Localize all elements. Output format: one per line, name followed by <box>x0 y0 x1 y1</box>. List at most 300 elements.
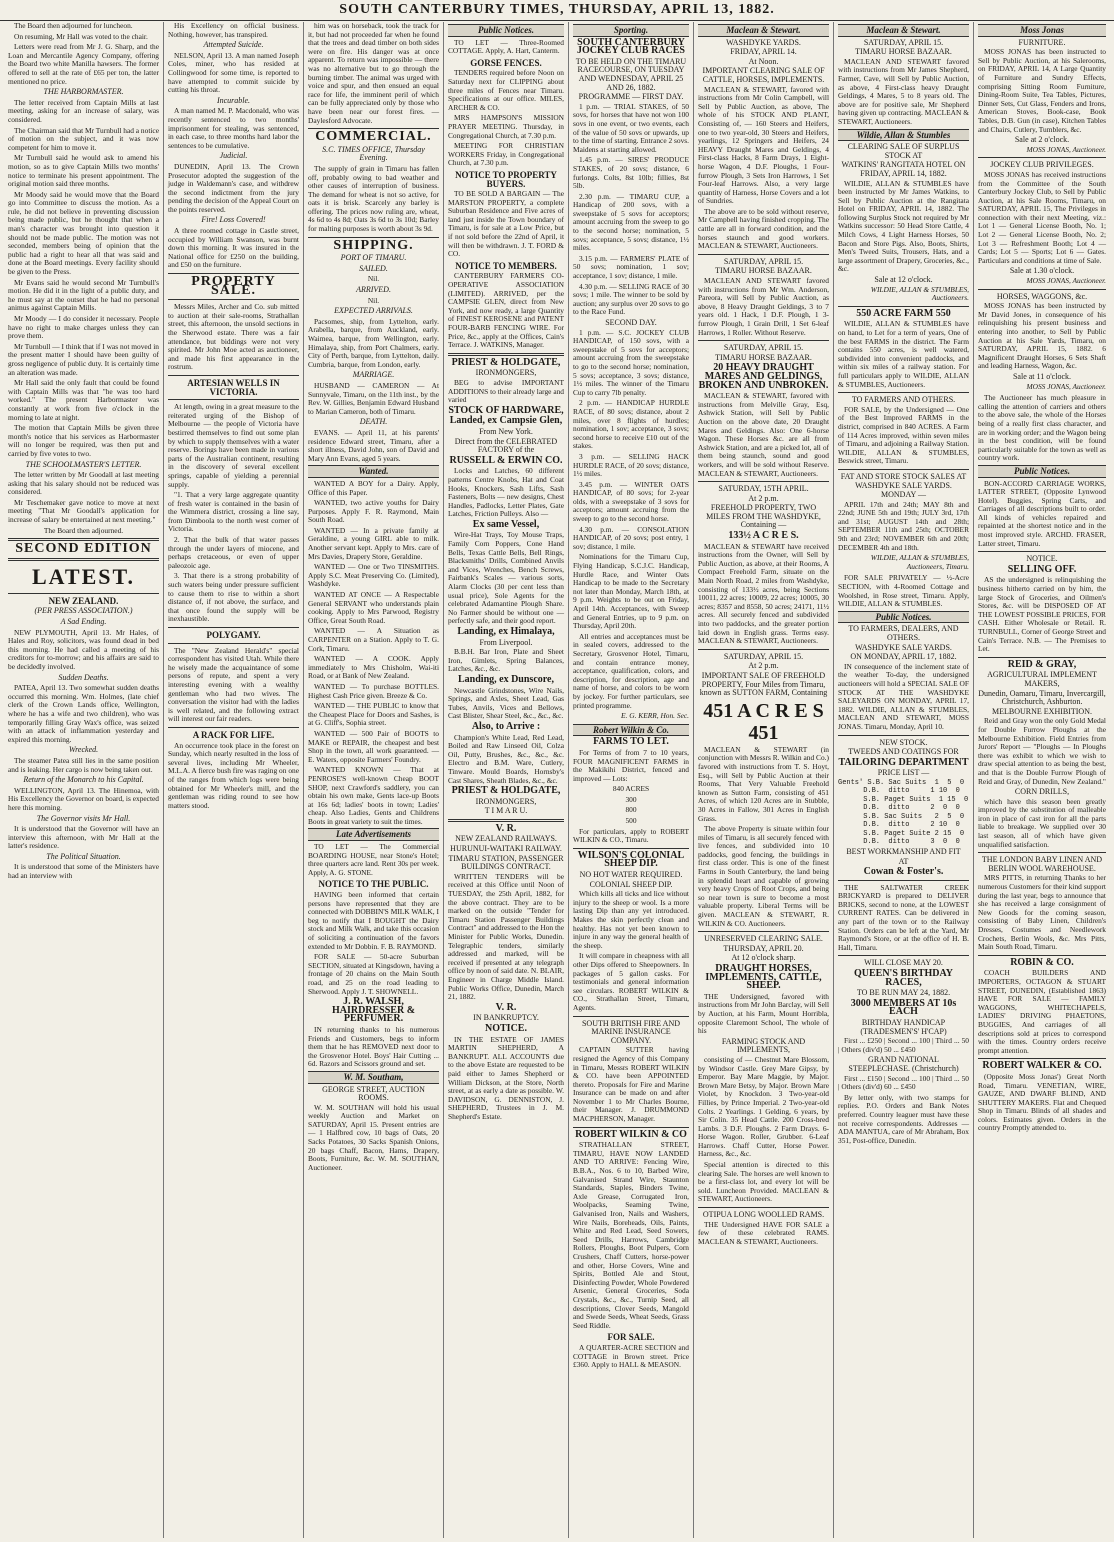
freehold-title: FREEHOLD PROPERTY, TWO MILES FROM THE WASHDYKE, Containing — <box>706 503 821 530</box>
unreserved-title: UNRESERVED CLEARING SALE. <box>704 934 823 944</box>
race-entry: 4.30 p.m. — CONSOLATION HANDICAP, of 20 sovs; post entry, 1 sov; distance, 1 mile. <box>573 524 689 551</box>
ad-paragraph: THE Undersigned, favored with instructions from Mr John Barclay, will Sell by Auction, at his Farm, Mount Horribla, opposite Claremont School, The whole of his <box>698 991 829 1036</box>
second-day-heading: SECOND DAY. <box>605 318 657 327</box>
divider <box>698 340 829 341</box>
ad-paragraph: Reid and Gray won the only Gold Medal for Double Furrow Ploughs at the Melbourne Exhibition. Field Entries from Jurors' Report — "Ploughs — In Ploughs there was exhibit to which we wish to draw special attention to as being the best, and that is the Double Furrow Plough of Reid and Gray, of Dunedin, New Zealand." <box>978 716 1106 786</box>
southam-subheading: GEORGE STREET, AUCTION ROOMS. <box>322 1084 425 1103</box>
vr-mark: V. R. <box>495 822 517 834</box>
article-paragraph: Mr Evans said he would second Mr Turnbull's motion. He did it in the light of a public duty, and he must say at the outset that he had no personal animus against Captain Mills. <box>8 277 159 313</box>
sale-time: Sale at 12 o'clock. <box>874 275 933 285</box>
divider <box>168 399 299 400</box>
divider <box>978 1058 1106 1059</box>
ad-paragraph: TENDERS required before Noon on Saturday next for CLIPPING about three miles of Fences near Timaru. Specifications at our office. MILES, ARCHER & CO. <box>448 68 564 112</box>
notice-heading: NOTICE. <box>1026 554 1058 564</box>
dealers-heading: TO FARMERS, DEALERS, AND OTHERS. <box>848 624 959 642</box>
acres-lot: 840 ACRES <box>612 784 650 794</box>
prize-list: First ... £250 | Second ... 100 | Third ... 50 | Others (div'd) 50 ... £450 <box>838 1036 969 1054</box>
auctioneer-signature: MOSS JONAS, Auctioneer. <box>1026 276 1106 286</box>
washdyke-yards: WASHDYKE SALE YARDS. <box>855 642 952 652</box>
ad-paragraph: MACLEAN AND STEWART favored with instructions from Mr James Shepherd, Farmer, Cave, will Sell by Public Auction, as above, 4 First-class heavy Draught Geldings, 4 Mares, 5 to 8 years old. The above are for positive sale, Mr Shepherd having given up contracting. MACLEAN & STEWART, Auctioneers. <box>838 56 969 126</box>
walsh-ad-title: J. R. WALSH, HAIRDRESSER & PERFUMER. <box>331 996 416 1025</box>
nz-heading: NEW ZEALAND. <box>48 595 119 606</box>
article-paragraph: An occurrence took place in the forest on Sunday, which nearly resulted in the loss of several lives, including Mr Wheeler, M.L.A. A fierce bush fire was raging on one of the ranges from which logs were being obtained for Mr Wheeler's mill, and the gentleman was riding round to see how matters stood. <box>168 740 299 810</box>
divider <box>168 643 299 644</box>
farmers-heading: TO FARMERS AND OTHERS. <box>851 395 956 405</box>
vr-mark: V. R. <box>495 1001 517 1013</box>
ironmongers-label: IRONMONGERS, <box>475 796 537 806</box>
column-5 <box>569 22 694 1538</box>
gorse-heading: GORSE FENCES. <box>470 57 542 68</box>
article-paragraph: WELLINGTON, April 13. The Hinemoa, with His Excellency the Governor on board, is expected here this morning. <box>8 785 159 812</box>
ex-himalaya: Landing, ex Himalaya, <box>457 626 555 637</box>
wilkin-title: ROBERT WILKIN & CO <box>575 1128 687 1140</box>
important-sale-title: IMPORTANT SALE OF FREEHOLD PROPERTY, Four Miles from Timaru, known as SUTTON FARM, Containing <box>699 670 828 698</box>
wanted-ad: WANTED KNOWN — That at PENROSE'S well-known Cheap BOOT SHOP, next Crawford's saddlery, you can obtain his own make, Gents lace-up Boots at 16s 6d; ladies' boots in town; Ladies' cheap. Also Ladies, Gents and Childrens Boots in great variety to suit the times. <box>308 765 439 826</box>
divider <box>573 1127 689 1128</box>
news-heading: Incurable. <box>216 95 251 105</box>
article-paragraph: Letters were read from Mr J. G. Sharp, and the Loan and Mercantile Agency Company, offering the Board two white Manilla hawsers. The former offered to sell at the rate of £65 per ton, the latter mentioned no price. <box>8 42 159 86</box>
ad-paragraph: WILDIE, ALLAN & STUMBLES have been instructed by Mr James Watkins, to Sell by Public Auction at the Rangitata Hotel on FRIDAY, APRIL 14, 1882. The following Surplus Stock not required by Mr Watkins successor: 50 Head Store Cattle, 4 Milch Cows, 4 Light Harness Horses, 50 Bacon and Store Pigs. Also, Boots, Shirts, Men's Tweed Suits, Trousers, Hats, and a large assortment of Drapery, Groceries, &c., &c. <box>838 178 969 274</box>
article-paragraph: The "New Zealand Herald's" special correspondent has visited Utah. While there he wisely made the acquaintance of some persons of repute, and spent a very interesting evening with a wealthy gentleman who had two wives. The conversation the visitor had with the ladies is well related, and the following extract will interest our fair readers. <box>168 645 299 724</box>
article-paragraph: Mr Teschemaker gave notice to move at next meeting "That Mr Goodall's application for increase of salary be entertained at next meeting." <box>8 497 159 525</box>
article-paragraph: NELSON, April 13. A man named Joseph Coles, miner, who has resided at Collingwood for some time, is reported to have attempted to commit suicide by cutting his throat. <box>168 50 299 95</box>
maclean-stewart-section: Maclean & Stewart. <box>838 24 969 37</box>
ad-paragraph: MRS PITTS, in returning Thanks to her numerous Customers for their kind support during the last year, begs to announce that she has received a large consignment of New Goods for the coming season, consisting of Baby Linen, Children's Dresses, Costumes and Needlework Crochets, Berlin Wools, &c. Mrs Pitts, Main South Road, Timaru. <box>978 873 1106 952</box>
melbourne-exhibition: MELBOURNE EXHIBITION. <box>992 706 1092 716</box>
divider <box>573 1016 689 1017</box>
acres-lot: 300 <box>625 794 637 804</box>
ironmongers-label: IRONMONGERS, <box>475 368 537 378</box>
divider <box>978 852 1106 853</box>
moss-jonas-section: Moss Jonas <box>978 24 1106 37</box>
ad-paragraph: FOR SALE, by the Undersigned — One of the Best Improved FARMS in the district, comprised in 840 ACRES. A Farm of 114 Acres improved, within seven miles of Timaru, and adjoining a Railway Station. WILDIE, ALLAN & STUMBLES, Beswick street, Timaru. <box>838 404 969 466</box>
sale-dates: APRIL 17th and 24th; MAY 8th and 22nd; JUNE 5th and 19th; JULY 3rd, 17th and 31st; AUGUST 14th and 28th; SEPTEMBER 11th and 25th; OCTOBER 9th and 23rd; NOVEMBER 6th and 20th; DECEMBER 4th and 18th. <box>838 499 969 552</box>
race-entry: 1 p.m. — TRIAL STAKES, of 50 sovs, for horses that have not won 100 sovs in one event, or two events, each of the value of 50 sovs or upwards, up to the time of starting. Entrance 2 sovs. Maidens at starting allowed. <box>573 101 689 154</box>
horse-bazaar: TIMARU HORSE BAZAAR. <box>715 266 812 276</box>
ad-paragraph: HAVING been informed that certain persons have represented that they are connected with DOBBIN'S MILK WALK, I beg to notify that I BOUGHT the Dairy stock and Milk Walk, and take this occasion of soliciting a continuation of the favors extended to Mr Dobbin. F. B. RAYMOND. <box>308 890 439 951</box>
article-paragraph: It is understood that the Governor will have an interview this afternoon, with Mr Hall at the latter's residence. <box>8 824 159 851</box>
farms-to-let-title: FARMS TO LET. <box>593 736 669 748</box>
sale-time: Sale at 2 o'clock. <box>1014 135 1070 145</box>
article-paragraph: Messrs Miles, Archer and Co. sub mitted to auction at their sale-rooms, Strathallan street, this afternoon, the unsold sections in the Sherwood estate. There was a fair attendance, but biddings were not very spirited. Mr John Moe acted as auctioneer, and made his first appearance in the rostrum. <box>168 302 299 372</box>
section-heading: THE SCHOOLMASTER'S LETTER. <box>25 459 142 469</box>
ad-paragraph: TO LET — The Commercial BOARDING HOUSE, near Stone's Hotel; three quarters acre land. Rent 30s per week. Apply, A. G. STONE. <box>308 842 439 877</box>
ad-paragraph: FOR SALE PRIVATELY — ½-Acre SECTION, with 4-Roomed Cottage and Woolshed, in Rose street, Timaru. Apply, WILDIE, ALLAN & STUMBLES. <box>838 573 969 609</box>
price-list-heading: PRICE LIST — <box>877 768 930 778</box>
race-entry: 3.15 p.m. — FARMERS' PLATE of 50 sovs; nomination, 1 sov; acceptance, 1 sov; distance, 1 mile. <box>573 253 689 281</box>
colonial-sheep-dip: COLONIAL SHEEP DIP. <box>589 879 673 889</box>
ex-same-vessel: Ex same Vessel, <box>472 518 540 530</box>
ad-paragraph: WRITTEN TENDERS will be received at this Office until Noon of TUESDAY, the 25th April, 1882, for the above contract. They are to be marked on the outside "Tender for Timaru Station Passenger Buildings Contract" and addressed to the Hon the Minister for Public Works, Dunedin. Telegraphic tenders, similarly addressed and marked, will be received if presented at any telegraph office by noon of said date. N. BLAIR, Engineer in Charge Middle Island. Public Works Office, Dunedin, March 21, 1882. <box>448 871 564 1002</box>
wanted-ad: WANTED AT ONCE — A Respectable General SERVANT who understands plain cooking. Apply to Mrs Parwood, Registry Office, Great South Road. <box>308 590 439 625</box>
wanted-ad: WANTED — A COOK. Apply immediately to Mrs Chisholm, Wai-iti Road, or at Bank of New Zealand. <box>308 654 439 681</box>
commercial-heading: COMMERCIAL. <box>315 129 432 145</box>
column-7 <box>834 22 974 1538</box>
ad-paragraph: TO LET — Three-Roomed COTTAGE. Apply, A. Hart, Canterm. <box>448 37 564 56</box>
places: Dunedin, Oamaru, Timaru, Invercargill, Christchurch, Ashburton. <box>978 688 1106 707</box>
article-paragraph: DUNEDIN, April 13. The Crown Prosecutor adopted the suggestion of the judge in Waldemann's case, and withdrew the second indictment from the jury pending the decision of the Appeal Court on the points reserved. <box>168 161 299 214</box>
sale-date: SATURDAY, APRIL 15. <box>723 651 804 661</box>
wanted-ad: WANTED, two active youths for Dairy Purposes. Apply F. R. Raymond, Main South Road. <box>308 498 439 525</box>
horse-bazaar: TIMARU HORSE BAZAAR. <box>855 47 952 57</box>
ad-paragraph: For particulars, apply to ROBERT WILKIN & CO., Timaru. <box>573 826 689 845</box>
timaru-label: T I M A R U. <box>484 806 528 816</box>
ad-paragraph: Locks and Latches, 60 different patterns Centre Knobs, Hat and Coat Hooks, Knockers, Sash Lifts, Sash Fasteners, Bolts — new designs, Chest Handles, Padlocks, Letter Plates, Gate Latches, Friction Pulleys. Also — <box>448 466 564 519</box>
ad-paragraph: THE Undersigned HAVE FOR SALE a few of these celebrated RAMS. MACLEAN & STEWART, Auctioneers. <box>698 1219 829 1246</box>
article-paragraph: HUSBAND — CAMERON — At Sunnyvale, Timaru, on the 11th inst., by the Rev. W. Gillies, Benjamin Edward Husband to Marian Cameron, both of Timaru. <box>308 380 439 416</box>
timaru-station: TIMARU STATION, PASSENGER BUILDINGS CONTRACT. <box>448 853 564 872</box>
wilkin-section: Robert Wilkin & Co. <box>573 724 689 737</box>
property-sale-heading: PROPERTY SALE. <box>191 274 276 298</box>
race-entry: 2 p.m. — HANDICAP HURDLE RACE, of 80 sovs; distance, about 2 miles, over 8 flights of hurdles; nomination, 1 sov; acceptance, 3 sovs; second horse to receive £10 out of the stakes. <box>573 398 689 451</box>
ad-paragraph: consisting of — Chestnut Mare Blossom, by Windsor Castle. Grey Mare Gipsy, by Emperor. Bay Mare Maggie, by Major. Brown Mare Betsy, by Major. Brown Mare Violet, by Knockdon. 3 Two-year-old Fillies, by Prince Imperial. 2 Two-year-old Colts. 2 Yearlings. 1 Gelding, 6 years, by Sir Colin. 35 Head Cattle. 200 Cross-bred Lambs. 3 D.F. Ploughs. 2 Farm Drays. 6-Horse Wagon. Roller, Grubber. 6-Leaf Harrows. Chaff Cutter, Horse Power. Harness, &c., &c. <box>698 1054 829 1159</box>
article-paragraph: Mr Turnbull — I think that if I was not moved in the present matter I should have been guilty of gross negligence of public duty. It is certainly time an alteration was made. <box>8 341 159 377</box>
sale-time: At 2 p.m. <box>748 661 779 671</box>
public-notices-section: Public Notices. <box>448 24 564 37</box>
race-entry: 1 p.m. — S.C. JOCKEY CLUB HANDICAP, of 150 sovs, with a sweepstake of 5 sovs for acceptors; amount accruing from the sweepstake to go to the second horse; nomination, 5 sovs; acceptance, 3 sovs; distance, 1½ miles. The winner of the Timaru Cup to carry 7lb penalty. <box>573 327 689 397</box>
sale-time: At 2 p.m. <box>748 493 779 503</box>
public-notices-section: Public Notices. <box>838 611 969 624</box>
divider <box>698 649 829 650</box>
sailed-value: Nil. <box>367 274 380 284</box>
article-paragraph: Mr Moody said he would move that the Board go into Committee to discuss the motion. As a rule, he did not believe in preventing discussion being made public, but he thought that when a man's character was brought into question it should not be made public. The motion was not seconded, members being of opinion that the public had a right to hear all that was said and done at the Board meetings. Every facility should be given to the Press. <box>8 189 159 277</box>
press-association: (PER PRESS ASSOCIATION.) <box>34 606 133 616</box>
ad-paragraph: For Terms of from 7 to 10 years, FOUR MAGNIFICENT FARMS in the Makikihi District, fenced and improved — Lots: <box>573 747 689 783</box>
news-heading: The Political Situation. <box>46 851 121 861</box>
tailoring-heading: TAILORING DEPARTMENT <box>838 756 969 768</box>
divider <box>573 848 689 849</box>
robin-co-title: ROBIN & CO. <box>1010 956 1074 968</box>
queens-birthday-title: QUEEN'S BIRTHDAY RACES, <box>853 968 954 988</box>
marriage-label: MARRIAGE. <box>352 370 395 380</box>
sale-time: At Noon. <box>748 56 779 66</box>
clearing-sale-title: CLEARING SALE OF SURPLUS STOCK AT <box>847 142 960 160</box>
wildie-section: Wildie, Allan & Stumbles <box>838 129 969 142</box>
hurunui-waitaki: HURUNUI-WAITAKI RAILWAY. <box>450 844 562 854</box>
article-paragraph: The letter written by Mr Goodall at last meeting asking that his salary should not be reduced was considered. <box>8 470 159 497</box>
grand-national: GRAND NATIONAL STEEPLECHASE. (Christchurch) <box>848 1055 959 1073</box>
ad-paragraph: MOSS JONAS has been instructed to Sell by Public Auction, at his Salerooms, on FRIDAY, APRIL 14, A Large Quantity of Furniture and Sundry Effects, comprising Sitting Room Furniture, Dining-Room Suite, Tea Tables, Pictures, Dinner Sets, Cut Glass, Fenders and Irons, American Stoves, Book-case, Book Tables, D.B. Gun (in case), Kitchen Tables and Chairs, Cutlery, Tumblers, &c. <box>978 47 1106 134</box>
programme-heading: PROGRAMME — FIRST DAY. <box>578 92 684 102</box>
notice-heading: NOTICE TO PROPERTY BUYERS. <box>455 169 557 189</box>
arrived-value: Nil. <box>367 295 380 305</box>
article-paragraph: Mr Turnbull said he would ask to amend his motion, so as to give Captain Mills two months' notice to terminate his present appointment. The original motion said three months. <box>8 153 159 189</box>
race-entry: 3.45 p.m. — WINTER OATS HANDICAP, of 80 sovs; for 2-year olds, with a sweepstake of 3 sovs for acceptors; amount accruing from the sweep to go to the second horse. <box>573 479 689 524</box>
ad-paragraph: MOSS JONAS has received instructions from the Committee of the South Canterbury Jockey Club, to Sell by Public Auction, at his Sale Rooms, Timaru, on SATURDAY, APRIL 15, The Privileges in connection with their next Meeting, viz.: Lot 1 — General License Booth, No. 1; Lot 2 — General License Booth, No. 2; Lot 3 — Refreshment Booth; Lot 4 — Cards; Lot 5 — Sports; Lot 6 — Gates. Particulars and conditions at time of Sale. <box>978 169 1106 265</box>
sale-date: SATURDAY, 15TH APRIL. <box>718 484 809 494</box>
race-entry: Nominations for the Timaru Cup, Flying Handicap, S.C.J.C. Handicap, Hurdle Race, and Winter Oats Handicap to be made to the Secretary not later than Monday, March 18th, at 9 p.m. Weights to be out on Friday, April 14th. Acceptances, with Sweep and General Entries, up to 9 p.m. on Thursday, April 20th. <box>573 552 689 631</box>
expected-label: EXPECTED ARRIVALS. <box>334 306 413 316</box>
ad-paragraph: FOR SALE — 50-acre Suburban SECTION, situated at Kingsdown, having a frontage of 20 chains on the Main South road, and 25 on the road leading to Sherwood. Apply J. T. SHOWNELL. <box>308 952 439 996</box>
ad-paragraph: MACLEAN & STEWART, favored with instructions from Melville Gray, Esq, Ashwick Station, will Sell by Public Auction on the above date, 20 Draught Mares and Geldings. Also: One 6-horse Wagon. These Horses &c. are all from Ashwick Station, and are a picked lot, all of them being staunch, sound and good workers, and will be sold without Reserve. MACLEAN & STEWART, Auctioneers. <box>698 391 829 478</box>
wanted-ad: WANTED — In a private family at Geraldine, a young GIRL able to milk. Another servant kept. Apply to Mrs. care of Mrs Davies, Drapery Store, Geraldine. <box>308 525 439 561</box>
south-british-title: SOUTH BRITISH FIRE AND MARINE INSURANCE COMPANY. <box>581 1018 680 1045</box>
wanted-section: Wanted. <box>308 465 439 478</box>
divider <box>698 1207 829 1208</box>
acres-133: 133½ A C R E S. <box>728 530 799 542</box>
sale-date: SATURDAY, APRIL 15. <box>723 343 804 353</box>
divider <box>698 481 829 482</box>
tweeds-heading: TWEEDS AND COATINGS FOR <box>848 747 959 757</box>
acres-lot: 800 <box>625 805 637 815</box>
sale-date: SATURDAY, APRIL 15. <box>863 37 944 47</box>
acres-451: 451 A C R E S 451 <box>703 699 824 744</box>
divider <box>448 819 564 822</box>
ad-paragraph: STRATHALLAN STREET, TIMARU, HAVE NOW LANDED AND TO ARRIVE: Fencing Wire, B.B.A., Nos. 6 to 10, Barbed Wire, Galvanised Strand Wire, Staunton Standards, Staples, Binders Twine, Axle Grease, Corrugated Iron, Woolpacks, Seaming Twine, Galvanised Iron, Nails and Washers, Wire Nails, Boreheads, Oils, Paints, White and Red Lead, Seed Sowers, Seed Drills, Harrows, Cambridge Rollers, Ploughs, Boot Pulpers, Corn Crushers, Chaff Cutters, horse-power and other, Horse Covers, Wine and Spirits, Bottled Ale and Stout, Disinfecting Powder, Whole Powdered Arsenic, General Groceries, Soda Crystals, &c., &c., Turnip Seed, all descriptions, Clover Seeds, Mangold and Swede Seeds, Wheat Seeds, Grass Seed Riddle. <box>573 1140 689 1330</box>
sale-time: Sale at 1.30 o'clock. <box>1009 266 1075 276</box>
reid-gray-title: REID & GRAY, <box>1007 658 1077 670</box>
ex-dunscore: Landing, ex Dunscore, <box>458 673 554 685</box>
notice-heading: NOTICE TO MEMBERS. <box>455 260 557 271</box>
rangitata-hotel: WATKINS' RANGITATA HOTEL ON FRIDAY, APRIL 14, 1882. <box>841 160 966 178</box>
column-2 <box>164 22 304 1538</box>
article-paragraph: On resuming, Mr Hall was voted to the chair. <box>14 31 148 41</box>
farm-550-title: 550 ACRE FARM 550 <box>856 307 951 319</box>
article-paragraph: His Excellency on official business. Nothing, however, has transpired. <box>168 22 299 39</box>
divider <box>838 469 969 470</box>
ad-paragraph: MEETING FOR CHRISTIAN WORKERS Friday, in Congregational Church, at 7.30 p.m. <box>448 141 564 168</box>
at-label: AT <box>898 856 909 866</box>
ad-paragraph: Wire-Hat Trays, Toy Mouse Traps, Family Corn Poppers, Cone Hand Bells, Texas Cattle Bells, Bell Rings, Blacksmiths' Drills, Combined Anvils and Vices, Wrenches, Bench Screws, Fairbank's Scales — various sorts, Alarm Clocks (30 per cent less than usual price), Sole Agents for the celebrated Adamantine Plough Share. No Farmer should be without one — perfectly safe, and their good report. <box>448 530 564 626</box>
divider <box>838 880 969 881</box>
ad-paragraph: BON-ACCORD CARRIAGE WORKS, LATTER STREET, (Opposite Lynwood Hotel). Buggies, Spring Carts, and Carriages of all descriptions built to order. All kinds of vehicles repaired and repainted at the shortest notice and in the most improved style. ARCHD. FRASER, Latter street, Timaru. <box>978 478 1106 548</box>
death-label: DEATH. <box>359 417 388 427</box>
column-6 <box>694 22 834 1538</box>
divider <box>698 931 829 932</box>
price-list: Gents' S.B. Sac Suits 1 5 0 D.B. ditto 1 10 0 S.B. Paget Suits 1 15 0 D.B. ditto 2 0 0 S.B. Sac Suits 2 5 0 D.B. ditto 2 10 0 S.B. Paget Suite 2 15 0 D.B. ditto 3 0 0 <box>838 778 969 847</box>
late-ads-section: Late Advertisements <box>308 828 439 841</box>
wanted-ad: WANTED A BOY for a Dairy. Apply, Office of this Paper. <box>308 478 439 497</box>
ad-paragraph: COACH BUILDERS AND IMPORTERS, OCTAGON & STUART STREET, DUNEDIN, (Established 1863) HAVE FOR SALE — FAMILY WAGGONS, WHITECHAPELS, LADIES' DRIVING PHAETONS, BUGGIES, And carriages of all descriptions sold at prices to correspond with the times. Country orders receive prompt attention. <box>978 968 1106 1055</box>
landed-heading: Landed, ex Campsie Glen, <box>449 415 563 427</box>
ad-paragraph: MACLEAN & STEWART (in conjunction with Messrs R. Wilkin and Co.) favored with instructions from T. S. Hoyt, Esq., will Sell by Public Auction at their Rooms, That Very Valuable Freehold known as Sutton Farm, consisting of 451 Acres, of which 120 Acres are in Stubble, 30 Acres in Fallow, 301 Acres in English Grass. <box>698 744 829 823</box>
will-close: WILL CLOSE MAY 20. <box>864 958 943 968</box>
race-entry: 2.30 p.m. — TIMARU CUP, a Handicap of 200 sovs, with a sweepstake of 5 sovs for acceptors; amount accruing from the sweep to go to the second horse; nomination, 5 sovs; acceptance, 5 sovs; distance, 1½ miles. <box>573 191 689 253</box>
divider <box>698 254 829 255</box>
article-paragraph: 3. That there is a strong probability of such waters being under pressure sufficient to cause them to rise to within a short distance of, if not above, the surface, and that once found the supply will be inexhaustible. <box>168 571 299 624</box>
news-heading: A Sad Ending. <box>60 617 107 627</box>
ad-paragraph: CAPTAIN SUTTER having resigned the Agency of this Company in Timaru, Messrs ROBERT WILKIN & CO. have been APPOINTED thereto. Proposals for Fire and Marine Insurance can be made on and after November 1 to Mr Charles Bourne, their Manager. J. DRUMMOND MACPHERSON, Manager. <box>573 1045 689 1124</box>
sheep-dip-title: WILSON'S COLONIAL SHEEP DIP. <box>577 849 685 870</box>
public-notices-section: Public Notices. <box>978 465 1106 478</box>
news-heading: Fire! Loss Covered! <box>201 215 266 225</box>
from-liverpool: From Liverpool. <box>479 637 533 647</box>
news-heading: Return of the Monarch to his Capital. <box>23 775 144 785</box>
divider <box>838 392 969 393</box>
notice-heading: NOTICE. <box>485 1022 527 1034</box>
notice-heading: NOTICE TO THE PUBLIC. <box>318 879 429 890</box>
wanted-ad: WANTED — A Situation as CARPENTER on a Station. Apply to T. G. Cork, Timaru. <box>308 626 439 653</box>
ad-paragraph: MOSS JONAS has been instructed by Mr David Jones, in consequence of his relinquishing his present business and entering into another, to Sell by Public Auction at his Sale Yards, Timaru, on SATURDAY, APRIL 15, 1882. 6 Magnificent Draught Horses, 6 Sets Shaft and leading Harness, Wagon, &c. <box>978 301 1106 371</box>
article-paragraph: At length, owing in a great measure to the reiterated urging of the Bishop of Melbourne — the people of Victoria have bestirred themselves to find out some plan by which to supply themselves with a water reserve. Borings have been made in various parts of the Australian continent, resulting in the discovery of several excellent springs, capable of yielding a perennial supply. <box>168 402 299 489</box>
wanted-ad: WANTED — One or Two TINSMITHS. Apply S.C. Meat Preserving Co. (Limited), Washdyke. <box>308 562 439 589</box>
sale-date: ON MONDAY, APRIL 17, 1882. <box>850 652 957 662</box>
ad-paragraph: which have this season been greatly improved by the substitution of malleable iron in place of cast iron for all the parts liable to breakage. We supplied over 30 last season, all of which have given unqualified satisfaction. <box>978 796 1106 849</box>
furniture-heading: FURNITURE. <box>1018 37 1066 47</box>
prize-list: First ... £150 | Second ... 100 | Third ... 50 | Others (div'd) 60 ... £450 <box>838 1073 969 1092</box>
ad-paragraph: The Auctioneer has much pleasure in calling the attention of carriers and others to the above sale, the whole of the Horses being of a really first class character, and are in working order; and the Wagon being in the best condition, will be found particularly suitable for the town as well as country work. <box>978 393 1106 463</box>
farming-stock-title: FARMING STOCK AND IMPLEMENTS, <box>721 1036 806 1055</box>
ad-paragraph: IN THE ESTATE OF JAMES MARTIN SHEPHERD, A BANKRUPT. ALL ACCOUNTS due to the above Estate are requested to be paid either to James Shepherd or William Dickson, at the Store, North street, at as early a date as possible. W. DAVIDSON, G. DENNISTON, J. SHEPHERD, Trustees in J. M. Shepherd's Estate. <box>448 1034 564 1121</box>
race-entry: 4.30 p.m. — SELLING RACE of 30 sovs; 1 mile. The winner to be sold by auction; any surplus over 20 sovs to go to the Race Fund. <box>573 281 689 317</box>
article-paragraph: Pacsomes, ship, from Lyttelton, early. Arabella, barque, from Auckland, early. Waimea, barque, from Wellington, early. Himalaya, ship, from Port Chalmers, early. City of Perth, barque, from Lyttelton, daily. Cumbria, barque, from London, early. <box>308 316 439 369</box>
no-hot-water: NO HOT WATER REQUIRED. <box>579 870 683 880</box>
article-paragraph: The Board then adjourned for luncheon. <box>14 22 133 30</box>
divider <box>168 299 299 300</box>
commercial-subheading: S.C. TIMES OFFICE, Thursday Evening. <box>322 144 425 163</box>
race-entry: All entries and acceptances must be in sealed covers, addressed to the Secretary, Grosvenor Hotel, Timaru, and contain entrance money, acceptance, qualification, colors, and description, for description, age and name of horse, and colors to be worn by jockey. For further particulars, see printed programme. <box>573 631 689 710</box>
cowan-foster: Cowan & Foster's. <box>863 866 944 878</box>
ad-paragraph: IN consequence of the inclement state of the weather To-day, the undersigned auctioneers will hold a SPECIAL SALE OF STOCK AT THE WASHDYKE SALEYARDS ON MONDAY, APRIL 17, 1882. WILDIE, ALLAN & STUMBLES, MACLEAN AND STEWART, MOSS JONAS. Timaru, Monday, April 10. <box>838 661 969 731</box>
section-heading: THE HARBORMASTER. <box>43 87 124 97</box>
jockey-club-races-title: SOUTH CANTERBURY JOCKEY CLUB RACES <box>577 36 685 57</box>
artesian-heading: ARTESIAN WELLS IN VICTORIA. <box>187 377 280 397</box>
ad-paragraph: Special attention is directed to this clearing Sale. The horses are well known to be a first-class lot, and every lot will be sold. Luncheon Provided. MACLEAN & STEWART, Auctioneers. <box>698 1160 829 1204</box>
monday-label: MONDAY — <box>881 490 926 500</box>
shipping-heading: SHIPPING. <box>333 237 414 253</box>
article-paragraph: Mr Hall said the only fault that could be found with Captain Mills was that "he was too hard worked." The present Harbormaster was constantly at work from five o'clock in the morning to late at night. <box>8 378 159 422</box>
ad-paragraph: IN returning thanks to his numerous Friends and Customers, begs to inform them that he has REMOVED next door to the Grosvenor Hotel. Boys' Hair Cutting ... 6d. Razors and Scissors ground and set. <box>308 1024 439 1069</box>
article-paragraph: him was on horseback, took the track for it, but had not proceeded far when he found that the trees and dead timber on both sides were on fire. His danger was at once apparent. To return was impossible — there was no alternative but to go through the burning timber. The animal was urged with voice and spur, and then ensued an equal race for life, the imminent peril of which can be fully appreciated only by those who have been near our forest fires. — Daylesford Advocate. <box>308 22 439 125</box>
divider <box>838 955 969 956</box>
article-paragraph: The motion that Captain Mills be given three month's notice that his services as Harbormaster will no longer be required, was then put and carried by five votes to two. <box>8 423 159 458</box>
otipua-title: OTIPUA LONG WOOLLED RAMS. <box>702 1210 825 1220</box>
selling-off-heading: SELLING OFF. <box>1007 563 1077 575</box>
news-heading: Attempted Suicide. <box>203 40 264 50</box>
wanted-ad: WANTED — To purchase BOTTLES. Highest Cash Price given. Breeze & Co. <box>308 681 439 700</box>
ad-paragraph: TO BE SOLD A BARGAIN — The MARSTON PROPERTY, a complete Suburban Residence and Five acres of land just inside the Town boundary of Timaru, is for sale at a Low Price, but if not sold before the 22nd of April, it will then be withdrawn. J. T. FORD & CO. <box>448 189 564 259</box>
priest-holdgate-title: PRIEST & HOLDGATE, <box>451 785 561 797</box>
column-1 <box>4 22 164 1538</box>
sailed-label: SAILED. <box>359 263 388 273</box>
horse-bazaar: TIMARU HORSE BAZAAR. <box>715 352 812 362</box>
ad-paragraph: MRS HAMPSON'S MISSION PRAYER MEETING. Thursday, in Congregational Church, at 7.30 p.m. <box>448 113 564 140</box>
divider <box>978 157 1106 158</box>
divider <box>978 289 1106 290</box>
ad-paragraph: THE SALTWATER CREEK BRICKYARD is prepared to DELIVER BRICKS, second to none, at the LOWEST CURRENT RATES. Can be delivered in any part of the town or to the Railway Station. Orders can be left at the Yard, Mr Raymond's Store, or at the office of H. B. Hall, Timaru. <box>838 882 969 952</box>
rack-heading: A RACK FOR LIFE. <box>192 729 275 740</box>
sale-date: FRIDAY, APRIL 14. <box>730 47 797 57</box>
article-paragraph: PATEA, April 13. Two somewhat sudden deaths occurred this morning. Wm. Holmes, (late chief clerk of the Crown Lands office, Wellington, where he has a wife and two children), who was temporarily filling Gray Wax's office, was seized with an attack of inflammation yesterday and expired this morning. <box>8 683 159 744</box>
divider <box>168 375 299 376</box>
ad-paragraph: Which kills all ticks and lice without injury to the sheep or wool. Is a more lasting Dip than any yet introduced. Makes the skin perfectly clean and healthy. Has not yet been known to injure in any way the general health of the sheep. <box>573 889 689 950</box>
article-paragraph: The supply of grain in Timaru has fallen off, probably owing to bad weather and other causes of interruption of business. The demand for wheat is not so active, for oats it is brisk. Scarcely any barley is offering. The prices now ruling are, wheat, 4s 6d to 4s 8d; Oats 3s 6d to 3s 10d; Barley for malting purposes is worth about 3s 9d. <box>308 163 439 234</box>
article-paragraph: A man named M. P. Macdonald, who was recently sentenced to two months' imprisonment for stealing, was sentenced, in each case, to three months hard labor the sentences to be cumulative. <box>168 106 299 150</box>
ad-paragraph: (Opposite Moss Jonas') Great North Road, Timaru. VENETIAN, WIRE, GAUZE, AND DWARF BLIND, AND SHUTTERY MAKERS. Flat and Chequed Shop in Timaru. Blinds of all shades and colors. Estimates given. Orders in the country Promptly attended to. <box>978 1071 1106 1133</box>
sale-time: Sale at 11 o'clock. <box>1012 371 1071 381</box>
race-entry: 3 p.m. — SELLING HACK HURDLE RACE, of 20 sovs; distance, 1½ miles. <box>573 451 689 479</box>
members-heading: 3000 MEMBERS AT 10s EACH <box>850 997 957 1018</box>
columns <box>4 22 1110 1538</box>
ad-paragraph: W. M. SOUTHAN will hold his usual weekly Auction and Market on SATURDAY, April 15. Present entries are — 1 Halfbred cow, 10 bags of Oats, 20 Sacks Potatoes, 30 Sacks Spanish Onions, 20 bags Chaff, Bacon, Hams, Drapery, Boots, Furniture, &c. W. M. SOUTHAN, Auctioneer. <box>308 1102 439 1172</box>
ad-paragraph: CANTERBURY FARMERS CO-OPERATIVE ASSOCIATION (LIMITED). ARRIVED, per the CAMPSIE GLEN, direct from New York, and now ready, a large Quantity of FINEST KEROSENE and PATENT FOUR-BARB FENCING WIRE. For Price, &c., apply at the Offices, Cain's Terrace. J. WATKINS, Manager. <box>448 271 564 350</box>
auctioneer-signature: WILDIE, ALLAN & STUMBLES, Auctioneers. <box>870 284 969 303</box>
southam-section: W. M. Southam, <box>308 1071 439 1084</box>
ad-paragraph: AS the undersigned is relinquishing the business hitherto carried on by him, the large Stock of Groceries, and Oilmen's Stores, &c. will be DISPOSED OF AT THE LOWEST POSSIBLE PRICES, FOR CASH. Either Wholesale or Retail. R. TURNBULL, Corner of George Street and Cain's Terrace. N.B. — The Premises to Let. <box>978 575 1106 654</box>
ad-paragraph: The above Property is situate within four miles of Timaru, is all securely fenced with live fences, and subdivided into 10 paddocks, good fencing, the buildings in first class order. This is one of the finest Farms in South Canterbury, the land being in splendid heart and capable of growing very heavy Crops of Root Crops, and being so near town is sure to become a most valuable property. Liberal Terms will be given. MACLEAN & STEWART, R. WILKIN & CO. Auctioneers. <box>698 824 829 928</box>
priest-holdgate-title: PRIEST & HOLDGATE, <box>451 356 561 368</box>
fat-store-title: FAT AND STORE STOCK SALES AT WASHDYKE SALE YARDS. <box>840 471 967 490</box>
walker-co-title: ROBERT WALKER & CO. <box>982 1060 1102 1072</box>
news-heading: Judicial. <box>219 151 248 161</box>
port-heading: PORT OF TIMARU. <box>340 253 407 263</box>
acres-lot: 500 <box>625 816 637 826</box>
implement-makers: AGRICULTURAL IMPLEMENT MAKERS, <box>987 670 1097 688</box>
article-paragraph: The Chairman said that Mr Turnbull had a notice of motion on the subject, and it was now competent for him to move it. <box>8 125 159 152</box>
ad-paragraph: Champion's White Lead, Red Lead, Boiled and Raw Linseed Oil, Colza Oil, Putty, Brushes, &c., &c., &c. Electro and B.M. Ware, Cutlery, Tinware. Mould Boards, Hornsby's Cast Shares, Sheath Blades, &c., &c. <box>448 732 564 785</box>
auctioneer-signature: MOSS JONAS, Auctioneer. <box>1026 381 1106 391</box>
sale-time: At 12 o'clock sharp. <box>731 953 796 963</box>
bankruptcy-label: IN BANKRUPTCY. <box>473 1013 539 1023</box>
from-new-york: From New York. <box>479 426 533 436</box>
news-heading: Sudden Deaths. <box>58 672 109 682</box>
article-paragraph: Mr Moody — I do consider it necessary. People have no right to make charges unless they can prove them. <box>8 314 159 341</box>
divider <box>448 353 564 356</box>
auctioneer-signature: MOSS JONAS, Auctioneer. <box>1026 144 1106 154</box>
direct-label: Direct from the CELEBRATED FACTORY of the <box>454 436 558 455</box>
ad-paragraph: Newcastle Grindstones, Wire Nails, Springs, and Axles, Sheet Lead, Gas Tubes, Anvils, Vices and Bellows, Cast Blister, Shear Steel, &c., &c., &c. <box>448 685 564 721</box>
hon-sec-signature: E. G. KERR, Hon. Sec. <box>621 711 689 721</box>
race-entry: 1.45 p.m. — SIRES' PRODUCE STAKES, of 20 sovs; distance, 6 furlongs. Colts, 8st 10lb; fillies, 8st 5lb. <box>573 155 689 191</box>
ad-paragraph: The above are to be sold without reserve, Mr Campbell having finished cropping. The cattle are all in forward condition, and the horses staunch and good workers. MACLEAN & STEWART, Auctioneers. <box>698 206 829 251</box>
news-heading: Wrecked. <box>68 745 99 755</box>
ad-paragraph: It will compare in cheapness with all other Dips offered to Sheepowners. In packages of 5 gallon casks. For testimonials and general information see circulars. ROBERT WILKIN & CO., Strathallan Street, Timaru, Agents. <box>573 951 689 1012</box>
divider <box>168 627 299 628</box>
to-arrive: Also, to Arrive : <box>471 720 541 732</box>
article-paragraph: It is understood that some of the Ministers have had an interview with <box>8 862 159 881</box>
best-workmanship: BEST WORKMANSHIP AND FIT <box>846 846 961 856</box>
article-paragraph: 2. That the bulk of that water passes through the under layers of miocene, and perhaps cretaceous, or even of upper paleozoic age. <box>168 535 299 570</box>
sale-date: SATURDAY, APRIL 15. <box>723 256 804 266</box>
stock-heading: STOCK OF HARDWARE, <box>448 404 564 416</box>
sale-date: THURSDAY, APRIL 20. <box>723 943 804 953</box>
horses-waggons-heading: HORSES, WAGGONS, &c. <box>996 291 1088 301</box>
divider <box>978 551 1106 552</box>
ad-paragraph: BEG to advise IMPORTANT ADDITIONS to their already large and varied <box>448 377 564 405</box>
divider <box>978 657 1106 658</box>
run-date: TO BE RUN MAY 24, 1882. <box>856 988 951 998</box>
ad-paragraph: MACLEAN & STEWART have received instructions from the Owner, will Sell by Public Auction, as above, at their Rooms, A Compact Freehold Farm, situate on the Main North Road, 2 miles from Washdyke, consisting of 133½ acres, being Sections 10011, 22 acres; 10009, 22 acres; 10005, 30 acres; 8357 and 8558, 50 acres; 24171, 11½ acres. All securely fenced and subdivided into two paddocks, and the greater portion laid down in English grass. Terms easy. MACLEAN & STEWART, Auctioneers. <box>698 541 829 646</box>
washdyke-yards: WASHDYKE YARDS. <box>726 37 801 47</box>
polygamy-heading: POLYGAMY. <box>206 630 261 640</box>
auctioneer-signature: WILDIE, ALLAN & STUMBLES, Auctioneers, Timaru. <box>870 553 969 571</box>
divider <box>168 727 299 728</box>
heavy-draught-title: 20 HEAVY DRAUGHT MARES AND GELDINGS, BROKEN AND UNBROKEN. <box>698 362 829 391</box>
divider <box>838 735 969 736</box>
column-3 <box>304 22 444 1538</box>
divider <box>838 306 969 307</box>
column-8 <box>974 22 1110 1538</box>
sporting-section: Sporting. <box>573 24 689 37</box>
ad-paragraph: A QUARTER-ACRE SECTION and COTTAGE in Brown street. Price £360. Apply to HALL & MEASON. <box>573 1342 689 1370</box>
baby-linen-title: THE LONDON BABY LINEN AND BERLIN WOOL WAREHOUSE. <box>981 855 1103 873</box>
article-paragraph: A three roomed cottage in Castle street, occupied by William Swanson, was burnt down this morning. It was insured in the National office for £250 on the building, and £50 on the furniture. <box>168 226 299 270</box>
arrived-label: ARRIVED. <box>356 285 391 295</box>
divider <box>8 558 159 561</box>
article-paragraph: The steamer Patea still lies in the same position and is leaking. Her cargo is now being taken out. <box>8 755 159 774</box>
races-venue: TO BE HELD ON THE TIMARU RACECOURSE, ON TUESDAY AND WEDNESDAY, APRIL 25 AND 26, 1882. <box>575 56 687 92</box>
for-sale-heading: FOR SALE. <box>607 1332 655 1343</box>
article-paragraph: The letter received from Captain Mills at last meeting, asking for an increase of salary, was considered. <box>8 97 159 124</box>
column-4 <box>444 22 569 1538</box>
draught-horses-title: DRAUGHT HORSES, IMPLEMENTS, CATTLE, SHEEP. <box>705 963 822 992</box>
latest-heading: LATEST. <box>31 563 136 589</box>
article-paragraph: The Board then adjourned. <box>43 525 124 535</box>
divider <box>978 955 1106 956</box>
article-paragraph: NEW PLYMOUTH, April 13. Mr Hales, of Hales and Roy, solicitors, was found dead in bed this morning. He had called a meeting of his creditors for to-morrow; and his affairs are said to be decidedly involved. <box>8 627 159 671</box>
maclean-stewart-section: Maclean & Stewart. <box>698 24 829 37</box>
masthead: SOUTH CANTERBURY TIMES, THURSDAY, APRIL 13, 1882. <box>0 0 1114 21</box>
